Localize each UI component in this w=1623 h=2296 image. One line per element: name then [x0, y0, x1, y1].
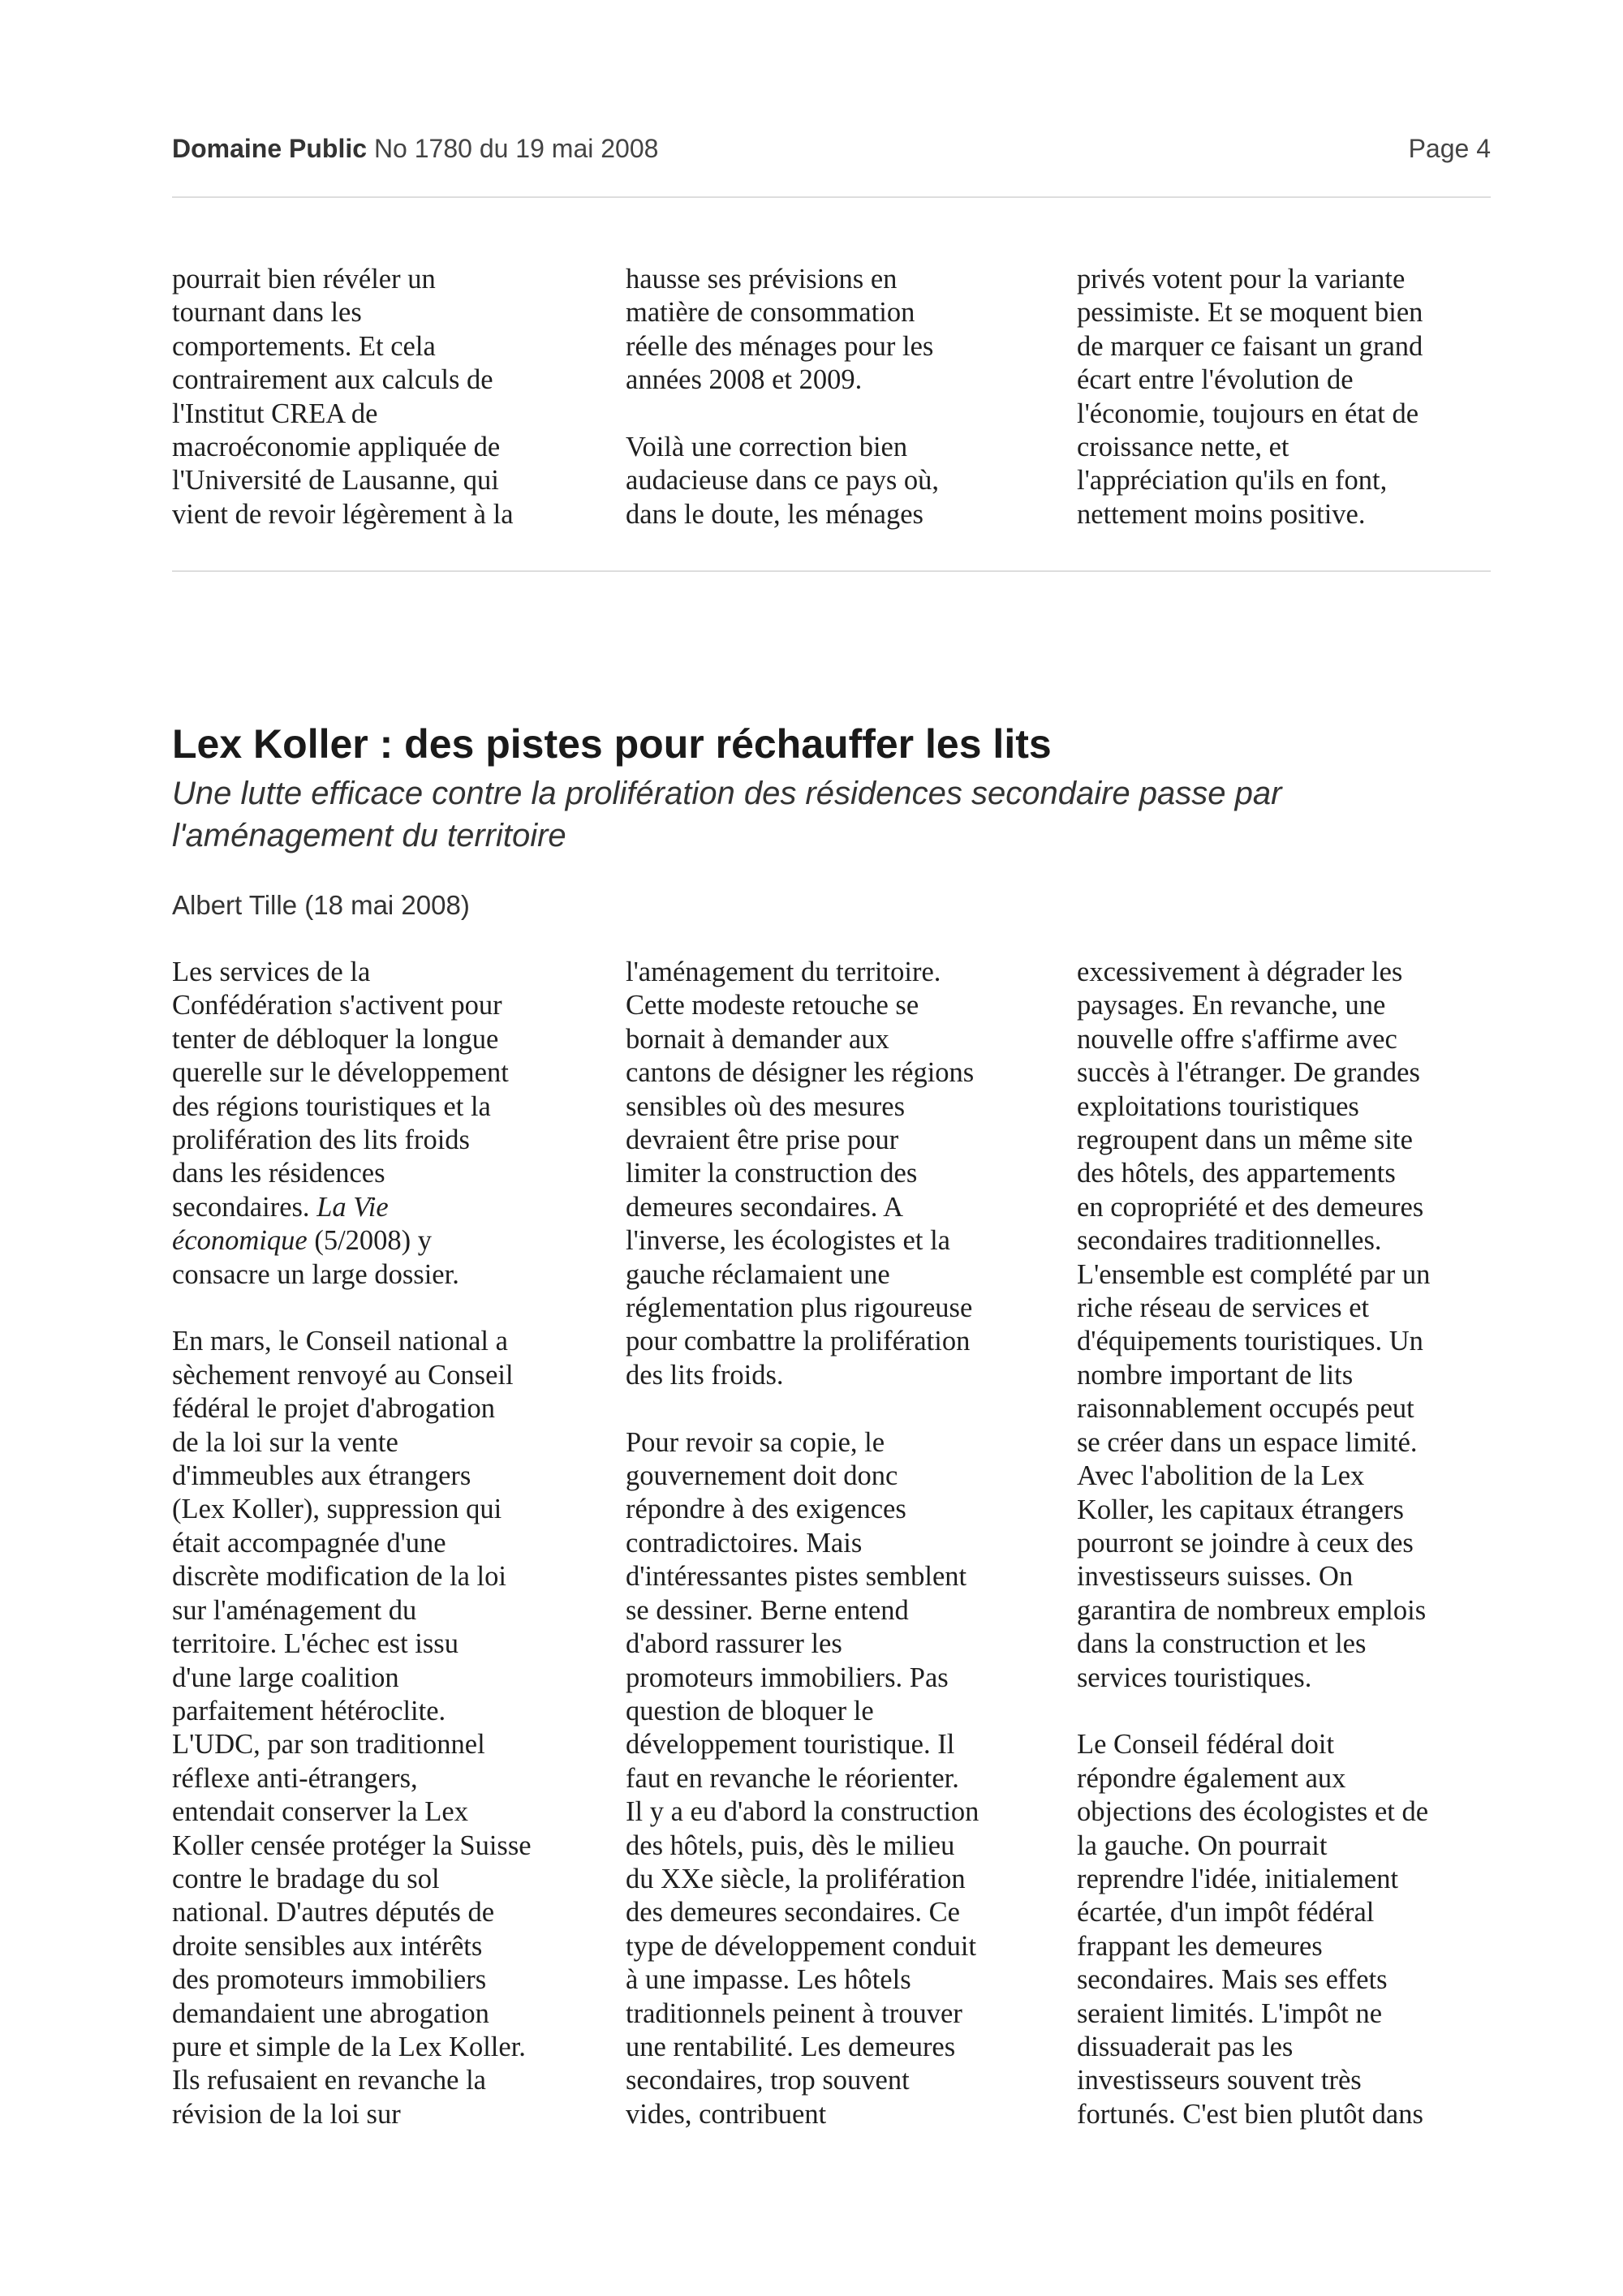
paragraph — [172, 263, 610, 531]
paragraph — [626, 1426, 1064, 2132]
text-line: investisseurs suisses. On — [1077, 1561, 1354, 1593]
text-line: paysages. En revanche, une — [1077, 990, 1386, 1021]
text-line: excessivement à dégrader les — [1077, 957, 1403, 987]
text-line: dans les résidences — [172, 1158, 385, 1189]
text-line: du XXe siècle, la prolifération — [626, 1863, 966, 1894]
text-line: question de bloquer le — [626, 1695, 874, 1726]
text-line: dissuaderait pas les — [1077, 2031, 1294, 2062]
text-line: secondaires. Mais ses effets — [1077, 1964, 1388, 1996]
text-line: l'appréciation qu'ils en font, — [1077, 465, 1388, 497]
text-line: pourrait bien révéler un — [172, 264, 436, 295]
text-line: parfaitement hétéroclite. — [172, 1695, 446, 1726]
text-line: se créer dans un espace limité. — [1077, 1426, 1418, 1458]
paragraph — [1077, 956, 1515, 1695]
text-line: investisseurs souvent très — [1077, 2065, 1362, 2096]
text-line: l'économie, toujours en état de — [1077, 398, 1419, 429]
text-line: d'abord rassurer les — [626, 1628, 842, 1660]
text-line: des promoteurs immobiliers — [172, 1964, 487, 1996]
text-line: pourront se joindre à ceux des — [1077, 1527, 1414, 1559]
issue-label: No 1780 du 19 mai 2008 — [373, 134, 659, 163]
text-line: riche réseau de services et — [1077, 1292, 1370, 1324]
text-line: en copropriété et des demeures — [1077, 1191, 1424, 1223]
text-line: l'aménagement du territoire. — [626, 957, 941, 987]
text-line: Cette modeste retouche se — [626, 990, 919, 1021]
article-divider — [172, 570, 1491, 572]
text-line: fédéral le projet d'abrogation — [172, 1393, 495, 1425]
text-line: à une impasse. Les hôtels — [626, 1964, 911, 1996]
text-line: d'équipements touristiques. Un — [1077, 1326, 1423, 1357]
text-line: des lits froids. — [626, 1359, 784, 1391]
article-column-2 — [626, 956, 1064, 2165]
text-line: L'ensemble est complété par un — [1077, 1258, 1431, 1290]
text-line: une rentabilité. Les demeures — [626, 2031, 956, 2062]
text-line: secondaires, trop souvent — [626, 2065, 910, 2096]
text-line: demandaient une abrogation — [172, 1997, 489, 2029]
text-line: de marquer ce faisant un grand — [1077, 330, 1423, 362]
text-line: secondaires traditionnelles. — [1077, 1225, 1382, 1257]
text-line: droite sensibles aux intérêts — [172, 1930, 483, 1962]
text-line: Voilà une correction bien — [626, 432, 908, 463]
paragraph — [1077, 263, 1515, 531]
text-line: réflexe anti-étrangers, — [172, 1762, 418, 1794]
text-line: traditionnels peinent à trouver — [626, 1997, 962, 2029]
text-line: querelle sur le développement — [172, 1057, 509, 1089]
article-column-1 — [172, 956, 610, 2165]
previous-article-column-2 — [626, 263, 1064, 565]
text-line: secondaires. La Vie — [172, 1191, 389, 1223]
text-line: vient de revoir légèrement à la — [172, 498, 514, 530]
text-line: devraient être prise pour — [626, 1124, 899, 1156]
text-line: pour combattre la prolifération — [626, 1326, 971, 1357]
previous-article-column-1 — [172, 263, 610, 565]
text-line: gauche réclamaient une — [626, 1258, 890, 1290]
text-line: seraient limités. L'impôt ne — [1077, 1997, 1383, 2029]
text-line: gouvernement doit donc — [626, 1460, 898, 1492]
paragraph — [1077, 1728, 1515, 2131]
text-line: vides, contribuent — [626, 2098, 827, 2130]
text-line: type de développement conduit — [626, 1930, 977, 1962]
page-header — [172, 134, 1491, 170]
text-line: économique (5/2008) y — [172, 1225, 433, 1257]
text-line: se dessiner. Berne entend — [626, 1594, 909, 1626]
text-line: révision de la loi sur — [172, 2098, 401, 2130]
text-line: développement touristique. Il — [626, 1729, 955, 1761]
text-line: objections des écologistes et de — [1077, 1796, 1429, 1828]
text-line: prolifération des lits froids — [172, 1124, 470, 1156]
text-line: Les services de la — [172, 957, 371, 987]
text-line: reprendre l'idée, initialement — [1077, 1863, 1399, 1894]
text-line: écart entre l'évolution de — [1077, 364, 1354, 396]
text-line: exploitations touristiques — [1077, 1090, 1359, 1122]
paragraph — [626, 431, 1064, 531]
text-line: nouvelle offre s'affirme avec — [1077, 1023, 1397, 1055]
text-line: comportements. Et cela — [172, 330, 436, 362]
paragraph — [172, 1325, 610, 2131]
text-line: succès à l'étranger. De grandes — [1077, 1057, 1420, 1089]
text-line: des hôtels, puis, dès le milieu — [626, 1829, 955, 1861]
text-line: services touristiques. — [1077, 1662, 1312, 1693]
text-line: Koller censée protéger la Suisse — [172, 1829, 532, 1861]
text-line: promoteurs immobiliers. Pas — [626, 1662, 949, 1693]
text-line: frappant les demeures — [1077, 1930, 1323, 1962]
text-line: Ils refusaient en revanche la — [172, 2065, 486, 2096]
text-line: pessimiste. Et se moquent bien — [1077, 297, 1423, 329]
header-divider — [172, 196, 1491, 198]
paragraph — [172, 956, 610, 1292]
article-subtitle — [172, 772, 1503, 857]
text-line: sèchement renvoyé au Conseil — [172, 1359, 514, 1391]
text-line: regroupent dans un même site — [1077, 1124, 1413, 1156]
previous-article-column-3 — [1077, 263, 1515, 565]
text-line: réelle des ménages pour les — [626, 330, 934, 362]
text-line: de la loi sur la vente — [172, 1426, 398, 1458]
text-line: contre le bradage du sol — [172, 1863, 440, 1894]
article-byline: Albert Tille (18 mai 2008) — [172, 890, 470, 920]
text-line: discrète modification de la loi — [172, 1561, 506, 1593]
text-line: fortunés. C'est bien plutôt dans — [1077, 2098, 1423, 2130]
text-line: Le Conseil fédéral doit — [1077, 1729, 1335, 1761]
text-line: sur l'aménagement du — [172, 1594, 417, 1626]
text-line: privés votent pour la variante — [1077, 264, 1406, 295]
text-line: réglementation plus rigoureuse — [626, 1292, 973, 1324]
text-line: la gauche. On pourrait — [1077, 1829, 1328, 1861]
text-line: des demeures secondaires. Ce — [626, 1897, 960, 1928]
text-line: hausse ses prévisions en — [626, 264, 898, 295]
text-line: L'UDC, par son traditionnel — [172, 1729, 485, 1761]
text-line: En mars, le Conseil national a — [172, 1326, 508, 1357]
text-line: croissance nette, et — [1077, 432, 1289, 463]
text-line: nombre important de lits — [1077, 1359, 1354, 1391]
text-line: des régions touristiques et la — [172, 1090, 491, 1122]
text-line: territoire. L'échec est issu — [172, 1628, 458, 1660]
text-line: (Lex Koller), suppression qui — [172, 1494, 502, 1525]
text-line: dans la construction et les — [1077, 1628, 1367, 1660]
paragraph — [626, 956, 1064, 1392]
publication-name: Domaine Public — [172, 134, 368, 163]
text-line: écartée, d'un impôt fédéral — [1077, 1897, 1375, 1928]
text-line: limiter la construction des — [626, 1158, 918, 1189]
text-line: l'Université de Lausanne, qui — [172, 465, 499, 497]
text-line: des hôtels, des appartements — [1077, 1158, 1396, 1189]
text-line: Koller, les capitaux étrangers — [1077, 1494, 1404, 1525]
article-column-3 — [1077, 956, 1515, 2165]
subtitle-line: Une lutte efficace contre la prolifération des résidences secondaire passe par — [172, 776, 1282, 811]
text-line: Pour revoir sa copie, le — [626, 1426, 885, 1458]
text-line: contradictoires. Mais — [626, 1527, 863, 1559]
article-title: Lex Koller : des pistes pour réchauffer les lits — [172, 721, 1052, 767]
page-number: Page 4 — [1408, 134, 1491, 163]
text-line: raisonnablement occupés peut — [1077, 1393, 1414, 1425]
text-line: audacieuse dans ce pays où, — [626, 465, 940, 497]
text-line: d'immeubles aux étrangers — [172, 1460, 471, 1492]
text-line: sensibles où des mesures — [626, 1090, 905, 1122]
text-line: garantira de nombreux emplois — [1077, 1594, 1427, 1626]
text-line: années 2008 et 2009. — [626, 364, 863, 396]
text-line: faut en revanche le réorienter. — [626, 1762, 959, 1794]
text-line: répondre également aux — [1077, 1762, 1346, 1794]
text-line: Il y a eu d'abord la construction — [626, 1796, 979, 1828]
text-line: bornait à demander aux — [626, 1023, 889, 1055]
text-line: d'intéressantes pistes semblent — [626, 1561, 967, 1593]
text-line: contrairement aux calculs de — [172, 364, 493, 396]
text-line: l'Institut CREA de — [172, 398, 378, 429]
paragraph — [626, 263, 1064, 398]
text-line: Confédération s'activent pour — [172, 990, 502, 1021]
text-line: Avec l'abolition de la Lex — [1077, 1460, 1365, 1492]
text-line: était accompagnée d'une — [172, 1527, 446, 1559]
text-line: nettement moins positive. — [1077, 498, 1366, 530]
text-line: dans le doute, les ménages — [626, 498, 923, 530]
text-line: l'inverse, les écologistes et la — [626, 1225, 950, 1257]
text-line: entendait conserver la Lex — [172, 1796, 468, 1828]
text-line: consacre un large dossier. — [172, 1258, 459, 1290]
subtitle-line: l'aménagement du territoire — [172, 818, 566, 853]
text-line: national. D'autres députés de — [172, 1897, 495, 1928]
text-line: macroéconomie appliquée de — [172, 432, 501, 463]
text-line: tournant dans les — [172, 297, 362, 329]
text-line: d'une large coalition — [172, 1662, 399, 1693]
text-line: matière de consommation — [626, 297, 915, 329]
text-line: cantons de désigner les régions — [626, 1057, 975, 1089]
text-line: répondre à des exigences — [626, 1494, 906, 1525]
text-line: pure et simple de la Lex Koller. — [172, 2031, 526, 2062]
text-line: tenter de débloquer la longue — [172, 1023, 499, 1055]
text-line: demeures secondaires. A — [626, 1191, 904, 1223]
